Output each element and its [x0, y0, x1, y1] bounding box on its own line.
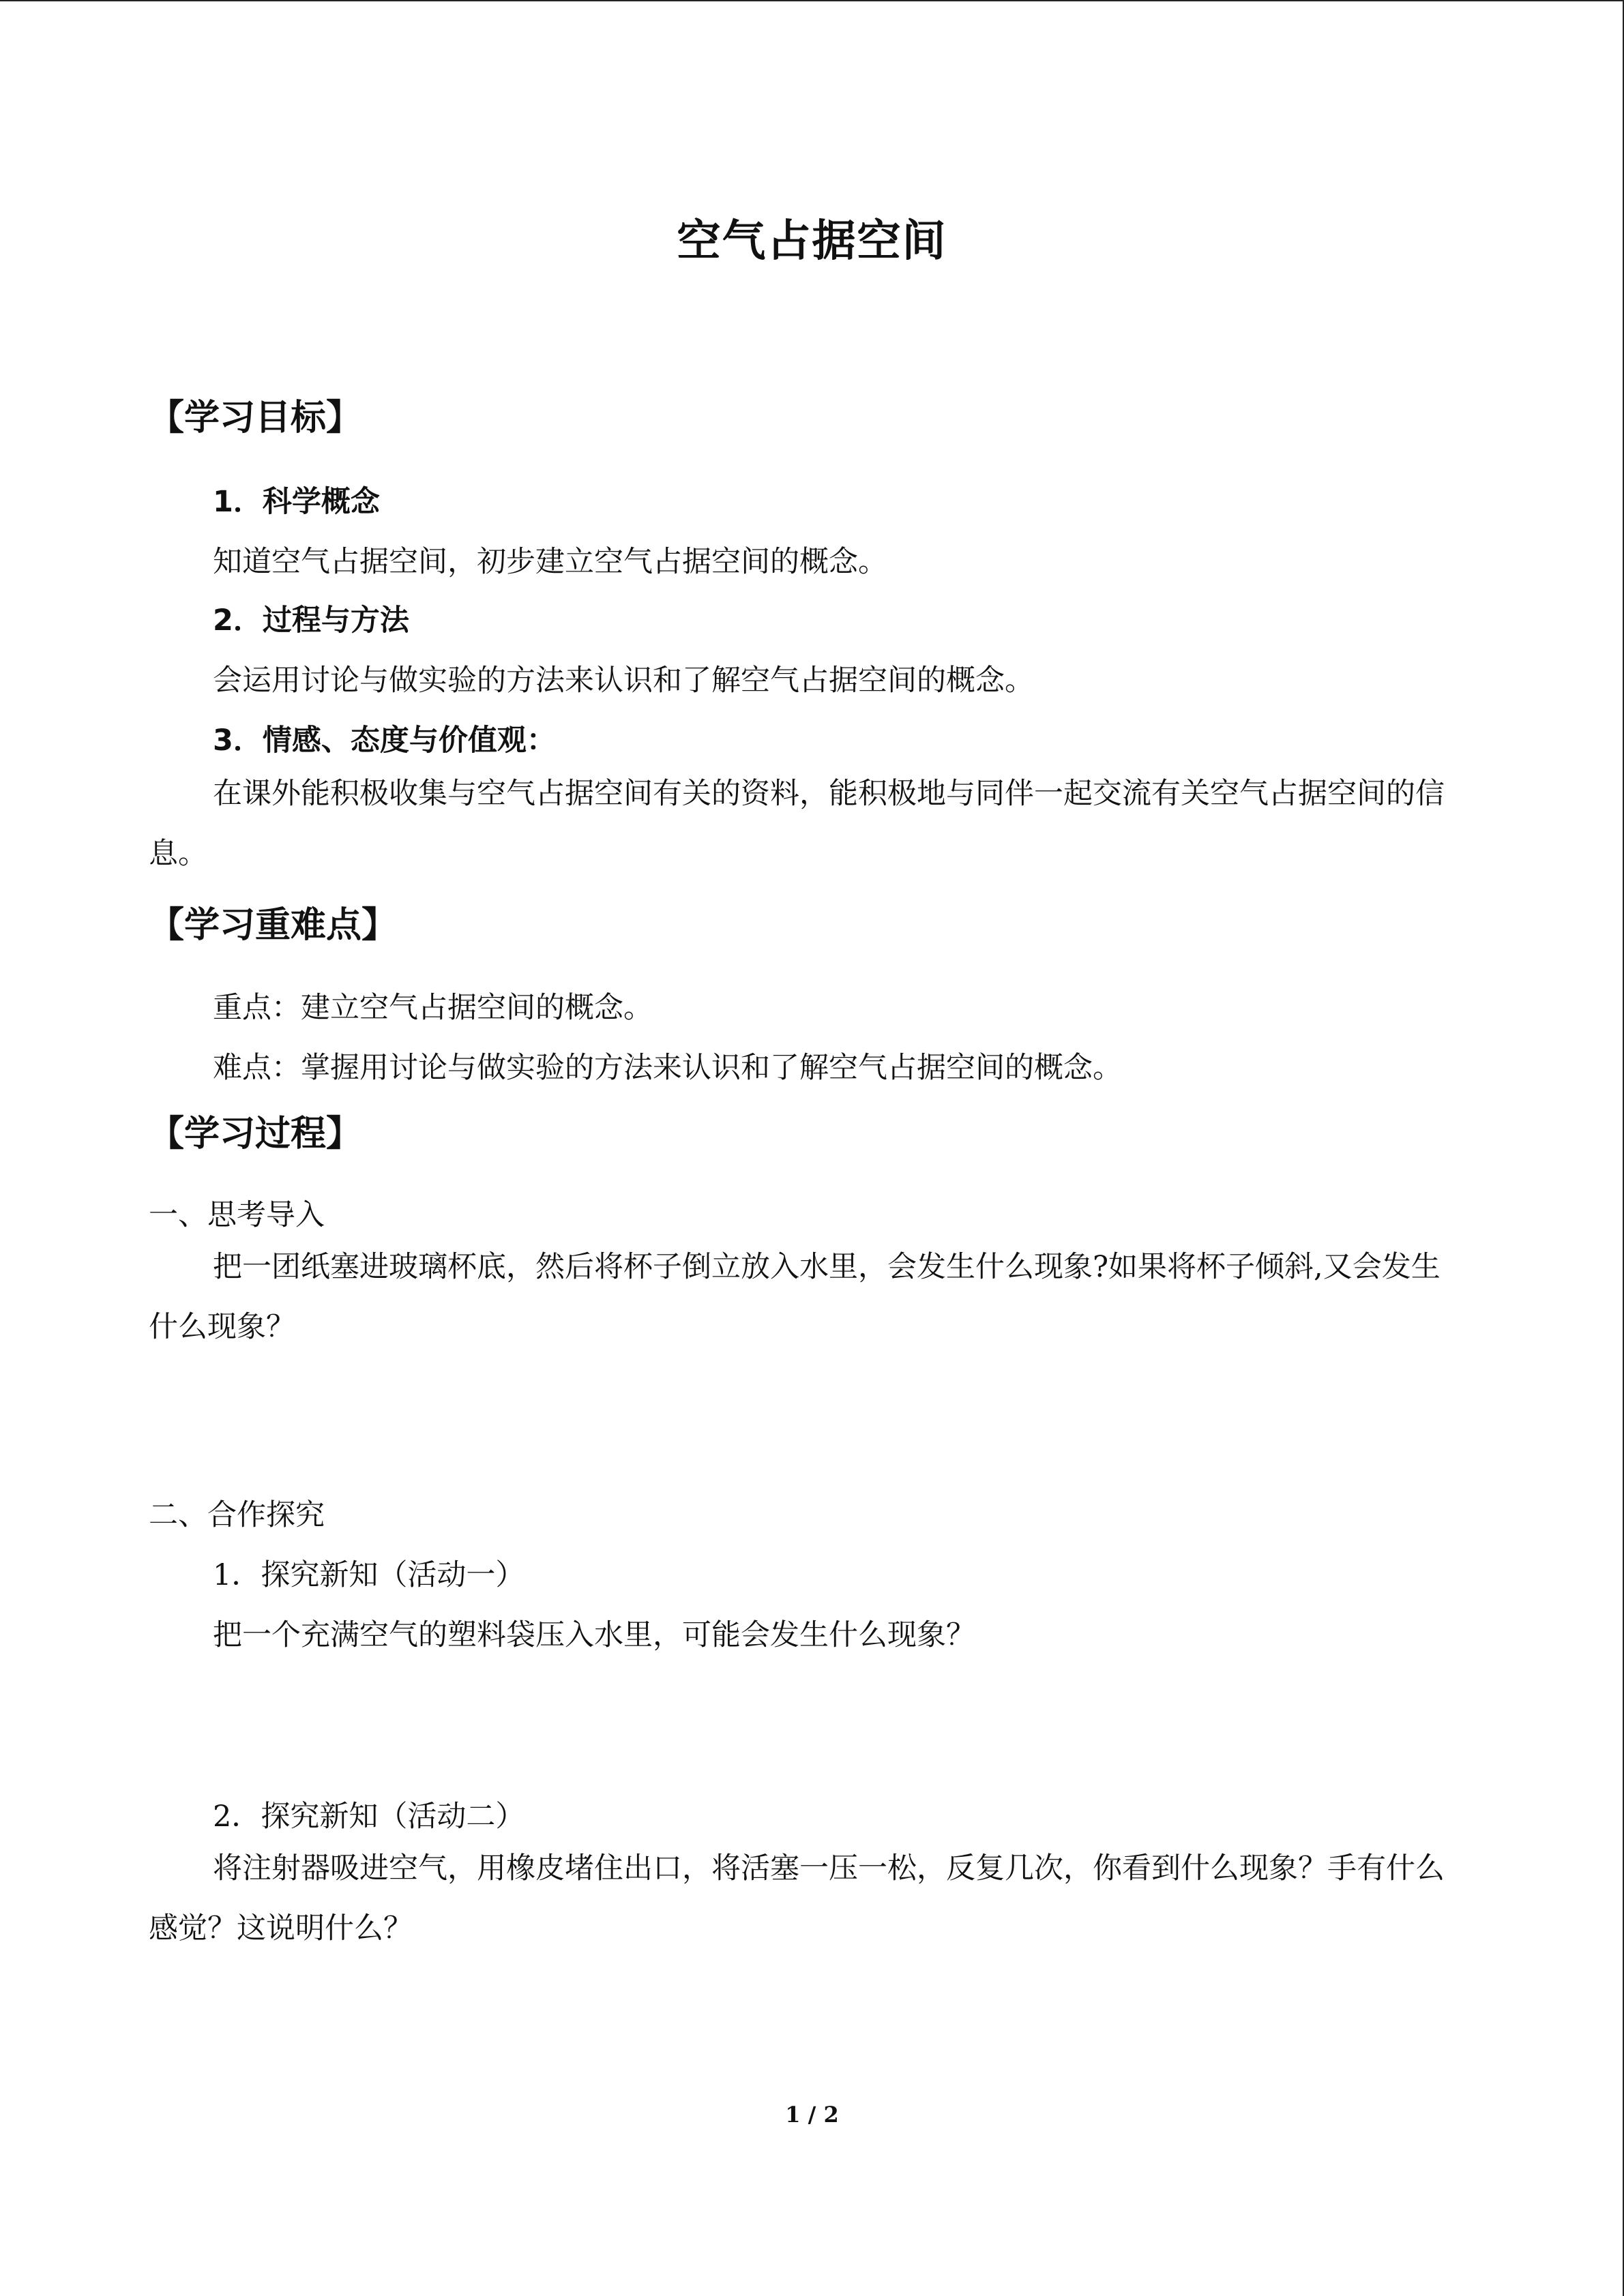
objective-1-title: 1．科学概念: [213, 485, 380, 519]
activity1-text: 把一个充满空气的塑料袋压入水里，可能会发生什么现象？: [213, 1618, 975, 1652]
objective-1-text: 知道空气占据空间，初步建立空气占据空间的概念。: [213, 545, 887, 579]
objective-3-text: 在课外能积极收集与空气占据空间有关的资料，能积极地与同伴一起交流有关空气占据空间的信息。: [149, 777, 1445, 871]
part1-title: 一、思考导入: [149, 1198, 325, 1232]
difficulty-text: 难点：掌握用讨论与做实验的方法来认识和了解空气占据空间的概念。: [213, 1051, 1122, 1085]
part2-title: 二、合作探究: [149, 1498, 325, 1532]
page-title: 空气占据空间: [677, 216, 947, 267]
objective-3-title: 3．情感、态度与价值观：: [213, 724, 556, 758]
activity2-title: 2．探究新知（活动二）: [213, 1800, 525, 1834]
part1-text: 把一团纸塞进玻璃杯底，然后将杯子倒立放入水里，会发生什么现象?如果将杯子倾斜,又会发生什么现象？: [149, 1250, 1441, 1344]
process-heading: 【学习过程】: [149, 1114, 362, 1154]
focus-text: 重点：建立空气占据空间的概念。: [213, 991, 653, 1025]
objective-2-title: 2．过程与方法: [213, 603, 409, 638]
objectives-heading: 【学习目标】: [149, 398, 362, 438]
objective-2-text: 会运用讨论与做实验的方法来认识和了解空气占据空间的概念。: [213, 664, 1034, 698]
key-points-heading: 【学习重难点】: [149, 905, 398, 946]
activity2-text: 将注射器吸进空气，用橡皮堵住出口，将活塞一压一松，反复几次，你看到什么现象？手有什么感觉？这说明什么？: [149, 1851, 1445, 1945]
activity1-title: 1．探究新知（活动一）: [213, 1558, 525, 1592]
page-number: 1 / 2: [785, 2102, 839, 2128]
